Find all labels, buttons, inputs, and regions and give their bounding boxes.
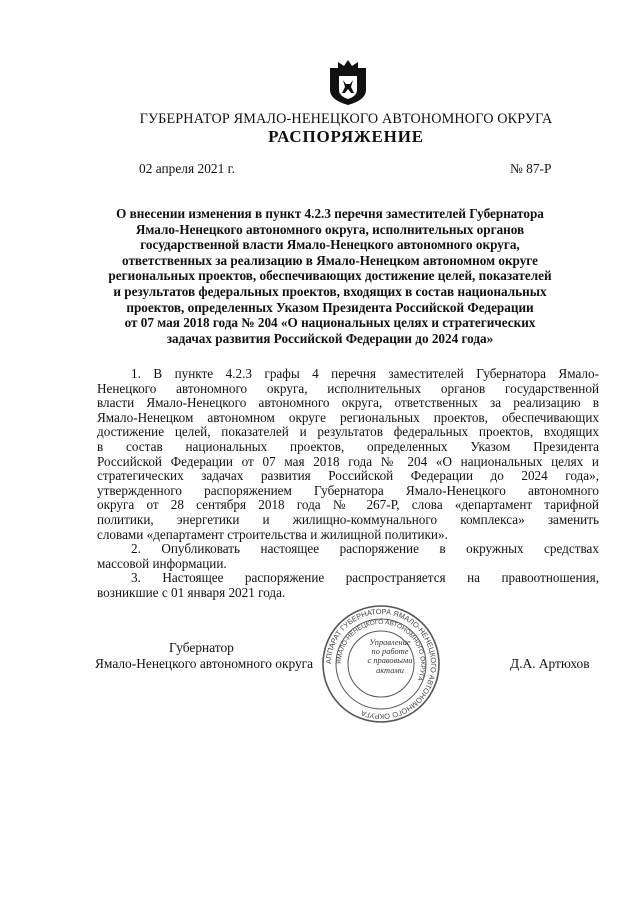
title-line: государственной власти Ямало-Ненецкого автономного округа,	[140, 237, 520, 253]
stamp-center-line: Управление	[369, 638, 411, 647]
body-line: возникшие с 01 января 2021 года.	[97, 584, 286, 600]
signatory-title: Губернатор	[169, 640, 234, 655]
body-line: 2. Опубликовать настоящее распоряжение в окружных средствах	[131, 542, 599, 557]
body-line: власти Ямало-Ненецкого автономного округа, ответственных за реализацию в	[97, 396, 599, 411]
stamp-ring-path: АППАРАТ ГУБЕРНАТОРА ЯМАЛО-НЕНЕЦКОГО АВТОНОМНОГО ОКРУГА	[323, 606, 439, 722]
body-line: словами «департамент строительства и жилищной политики».	[97, 526, 448, 542]
stamp-center-line: с правовыми	[367, 656, 413, 666]
stamp-inner-ring-path: ЯМАЛО-НЕНЕЦКОГО АВТОНОМНОГО ОКРУГА	[335, 618, 427, 682]
signatory-name: Д.А. Артюхов	[510, 656, 590, 671]
title-line: О внесении изменения в пункт 4.2.3 перечня заместителей Губернатора	[116, 206, 544, 221]
body-line: Российской Федерации от 07 мая 2018 года № 204 «О национальных целях и	[97, 454, 599, 469]
paragraph-2	[97, 542, 599, 571]
title-line: Ямало-Ненецкого автономного округа, исполнительных органов	[135, 221, 525, 237]
stamp-center-line: актами	[376, 665, 404, 675]
title-line: проектов, определенных Указом Президента Российской Федерации	[126, 299, 534, 315]
body-line: в состав национальных проектов, определенных Указом Президента	[97, 439, 599, 454]
body-line: Ненецкого автономного округа, исполнительных органов государственной	[97, 381, 599, 396]
title-line: региональных проектов, обеспечивающих достижение целей, показателей	[108, 268, 552, 284]
body-line: политики, энергетики и жилищно-коммунального комплекса» заменить	[97, 512, 599, 527]
document-type: РАСПОРЯЖЕНИЕ	[268, 127, 424, 146]
paragraph-1	[97, 367, 599, 542]
body-line: округа от 28 сентября 2018 года № 267-Р, слова «департамент тарифной	[97, 498, 599, 513]
body-line: 3. Настоящее распоряжение распространяется на правоотношения,	[131, 571, 599, 586]
organization-name: ГУБЕРНАТОР ЯМАЛО-НЕНЕЦКОГО АВТОНОМНОГО ОКРУГА	[139, 111, 553, 127]
title-line: ответственных за реализацию в Ямало-Ненецком автономном округе	[122, 252, 538, 268]
body-line: 1. В пункте 4.2.3 графы 4 перечня заместителей Губернатора Ямало-	[131, 367, 599, 381]
title-line: задачах развития Российской Федерации до 2024 года»	[166, 330, 494, 346]
paragraph-3	[97, 571, 599, 600]
stamp-center-text	[364, 638, 416, 675]
document-number: № 87-Р	[510, 161, 552, 176]
document-body	[97, 367, 599, 601]
document-date: 02 апреля 2021 г.	[139, 161, 235, 176]
body-line: стратегических задачах развития Российской Федерации до 2024 года»,	[97, 469, 599, 484]
body-line: Ямало-Ненецком автономном округе региональных проектов, обеспечивающих	[97, 410, 599, 425]
yamal-coat-of-arms-icon	[324, 60, 372, 106]
body-line: достижение целей, показателей и результатов федеральных проектов, входящих	[97, 425, 599, 440]
title-line: и результатов федеральных проектов, входящих в состав национальных	[113, 283, 547, 299]
title-line: от 07 мая 2018 года № 204 «О национальных целях и стратегических	[124, 315, 536, 331]
stamp-center-line: по работе	[371, 647, 409, 657]
signatory-organization: Ямало-Ненецкого автономного округа	[95, 656, 314, 671]
document-title	[95, 206, 565, 346]
body-line: утвержденного распоряжением Губернатора Ямало-Ненецкого автономного	[97, 483, 599, 498]
body-line: массовой информации.	[97, 555, 227, 571]
